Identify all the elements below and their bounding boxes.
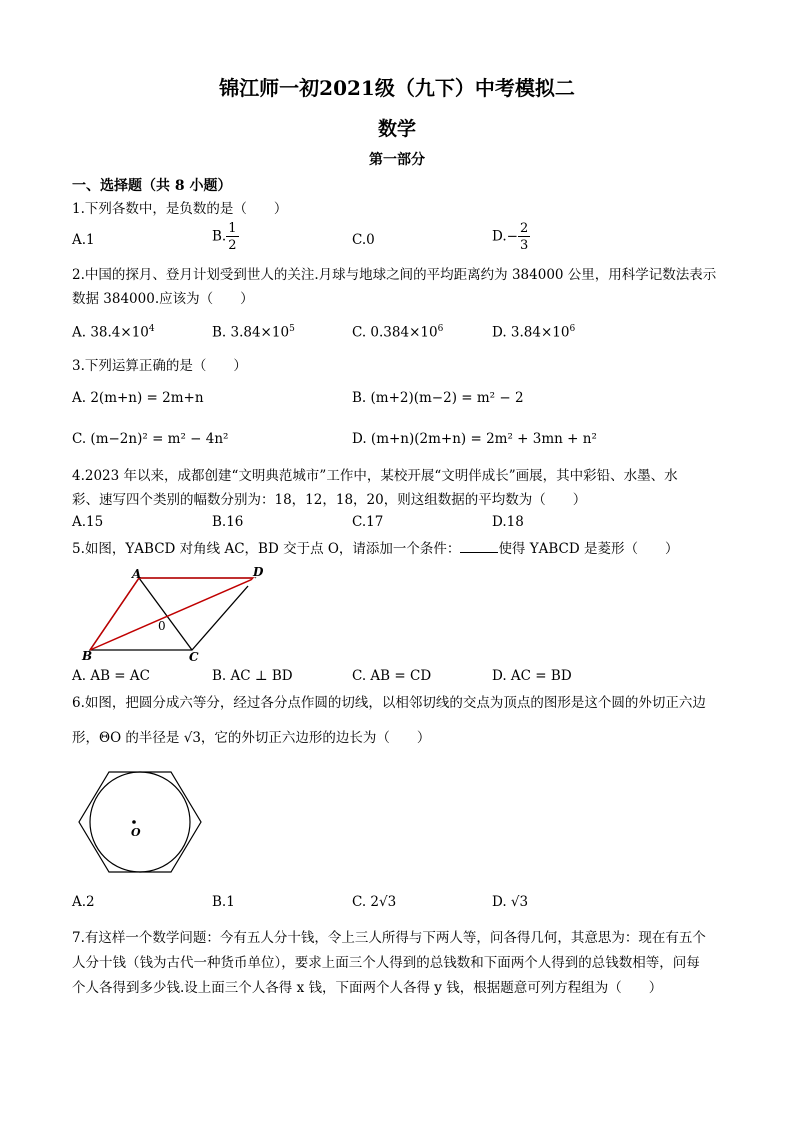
label-o: 0 xyxy=(158,619,166,633)
q1-option-d: D.− $\frac{2}{3}$ xyxy=(492,221,529,253)
subject-title: 数学 xyxy=(377,118,416,140)
q1-option-b: B. $\frac{1}{2}$ xyxy=(212,221,237,253)
q1-option-c: C.0 xyxy=(352,232,375,248)
q5-option-d: D. AC = BD xyxy=(492,668,572,684)
center-dot xyxy=(132,820,136,824)
q1-option-a: A.1 xyxy=(72,232,95,248)
question-4-stem-line1: 4.2023 年以来，成都创建“文明典范城市”工作中，某校开展“文明伴成长”画展，其中彩铅、水墨、水 xyxy=(72,468,678,484)
label-a: A xyxy=(132,567,142,581)
question-7-stem-line3: 个人各得到多少钱.设上面三个人各得 x 钱，下面两个人各得 y 钱，根据题意可列方程组为（ ） xyxy=(72,980,663,996)
q2-option-d: D. $3.84\times 10^6$ xyxy=(492,324,576,341)
q3-option-a: A. 2(m+n) = 2m+n xyxy=(72,390,204,406)
question-6-stem-line1: 6.如图，把圆分成六等分，经过各分点作圆的切线，以相邻切线的交点为顶点的图形是这个圆的外切正六边 xyxy=(72,695,706,711)
question-7-stem-line1: 7.有这样一个数学问题：今有五人分十钱，令上三人所得与下两人等，问各得几何，其意思为：现在有五个 xyxy=(72,930,706,946)
label-o: O xyxy=(131,826,141,839)
q6-option-d: D. √3 xyxy=(492,894,529,910)
answer-blank xyxy=(460,540,498,553)
question-7-stem-line2: 人分十钱（钱为古代一种货币单位），要求上面三个人得到的总钱数和下面两个人得到的总钱数相等，问每 xyxy=(72,955,700,971)
q4-option-a: A.15 xyxy=(72,514,104,530)
q3-option-c: C. (m−2n)² = m² − 4n² xyxy=(72,431,229,447)
q5-option-c: C. AB = CD xyxy=(352,668,432,684)
q6-option-c: C. 2√3 xyxy=(352,894,397,910)
q6-option-b: B.1 xyxy=(212,894,235,910)
q2-option-c: C. $0.384\times 10^6$ xyxy=(352,324,444,341)
exam-title: 锦江师一初2021级（九下）中考模拟二 xyxy=(219,76,575,100)
section-heading: 一、选择题（共 8 小题） xyxy=(72,178,232,194)
question-6-stem-line2: 形，ΘO 的半径是 √3，它的外切正六边形的边长为（ ） xyxy=(72,730,431,746)
hexagon-circle-figure xyxy=(78,770,204,874)
question-3-stem: 3.下列运算正确的是（ ） xyxy=(72,358,247,374)
question-2-stem-line1: 2.中国的探月、登月计划受到世人的关注.月球与地球之间的平均距离约为 384000 公里，用科学记数法表示 xyxy=(72,267,717,283)
parallelogram-figure xyxy=(76,564,276,664)
q5-option-a: A. AB = AC xyxy=(72,668,150,684)
question-2-stem-line2: 数据 384000.应该为（ ） xyxy=(72,291,254,307)
q2-option-a: A. $38.4\times 10^4$ xyxy=(72,324,155,341)
q6-option-a: A.2 xyxy=(72,894,95,910)
q5-option-b: B. AC ⊥ BD xyxy=(212,668,293,684)
question-1-stem: 1.下列各数中，是负数的是（ ） xyxy=(72,201,288,217)
part-title: 第一部分 xyxy=(369,152,425,168)
label-c: C xyxy=(189,650,199,664)
q4-option-d: D.18 xyxy=(492,514,524,530)
question-4-stem-line2: 彩、速写四个类别的幅数分别为：18，12，18，20，则这组数据的平均数为（ ） xyxy=(72,492,587,508)
question-5-stem: 5.如图，ΥABCD 对角线 AC，BD 交于点 O，请添加一个条件： 使得 ΥABCD 是菱形（ ） xyxy=(72,541,679,557)
q3-option-b: B. (m+2)(m−2) = m² − 2 xyxy=(352,390,524,406)
q4-option-b: B.16 xyxy=(212,514,244,530)
label-d: D xyxy=(253,565,264,579)
label-b: B xyxy=(82,649,93,663)
q3-option-d: D. (m+n)(2m+n) = 2m² + 3mn + n² xyxy=(352,431,597,447)
q4-option-c: C.17 xyxy=(352,514,384,530)
q2-option-b: B. $3.84\times 10^5$ xyxy=(212,324,295,341)
